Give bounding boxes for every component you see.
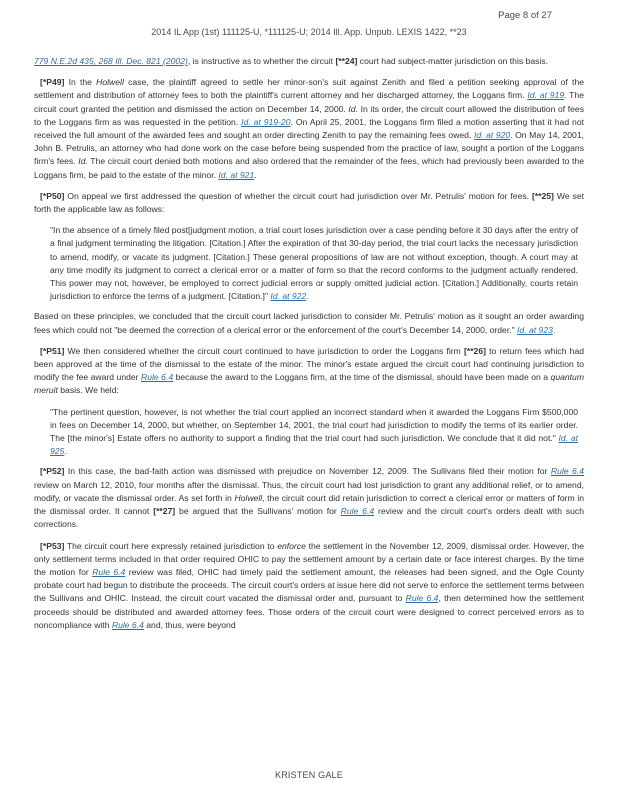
- paragraph-p49: [34, 76, 584, 182]
- paragraph-marker: [*P52]: [40, 466, 65, 477]
- text-run: basis. We held:: [57, 385, 119, 396]
- text-run: . On April 25, 2001, the Loggans firm filed a motion asserting that it had not received the full amount of the awarded fees and sought an order directing Zenith to pay the remaining fees owed.: [34, 116, 584, 141]
- text-run: On appeal we first addressed the question of whether the circuit court had jurisdiction over Mr. Petrulis' motion for fees.: [64, 190, 532, 201]
- text-run: .: [306, 291, 309, 302]
- paragraph-p53: [34, 540, 584, 632]
- star-page-marker: [**26]: [463, 345, 486, 356]
- text-run: , is instructive as to whether the circuit: [187, 56, 336, 66]
- text-run: case, the plaintiff agreed to settle her minor-son's suit against Zenith and filed a petition seeking approval of the settlement and distribution of attorney fees to both the plaintiff's current attorney and her discharged attorney, the Loggans firm.: [34, 77, 585, 101]
- star-page-marker: [**27]: [153, 506, 176, 517]
- quote-text: "The pertinent question, however, is not whether the trial court applied an incorrect standard when it awarded the Loggans Firm $500,000 in fees on December 14, 2000, but whether, on September 14, 2001, the trial court had jurisdiction to modify the terms of its earlier order. The [the minor's] Estate offers no authority to support a finding that the trial court had such jurisdiction. We conclude that it did not.": [50, 406, 578, 444]
- paragraph-continuation: [34, 55, 584, 68]
- paragraph-p52: [34, 465, 584, 531]
- star-page-marker: [**25]: [531, 190, 554, 201]
- text-run: , the circuit court did retain jurisdiction to correct a clerical error or matters of form in the dismissal order. It cannot: [34, 492, 585, 517]
- paragraph-marker: [*P49]: [40, 77, 65, 88]
- case-name: Holwell: [234, 492, 263, 503]
- citation-link[interactable]: Id. at 923: [517, 324, 553, 335]
- star-page-marker: [**24]: [335, 56, 358, 66]
- text-run: because the award to the Loggans firm, at the time of the dismissal, should have been made on a: [173, 372, 551, 383]
- block-quote: [50, 406, 578, 459]
- paragraph-p50-conclusion: [34, 310, 584, 336]
- citation-link[interactable]: Id. at 920: [473, 130, 511, 141]
- paragraph-p51: [34, 345, 584, 398]
- paragraph-marker: [*P50]: [40, 190, 65, 201]
- citation-link[interactable]: Id. at 919: [527, 90, 565, 101]
- rule-link[interactable]: Rule 6.4: [141, 372, 174, 383]
- text-run: In this case, the bad-faith action was dismissed with prejudice on November 12, 2009. The Sullivans filed their motion for: [64, 466, 551, 477]
- rule-link[interactable]: Rule 6.4: [340, 506, 375, 517]
- citation-link[interactable]: 779 N.E.2d 435, 268 Ill. Dec. 821 (2002): [34, 56, 188, 66]
- text-run: review on March 12, 2010, four months after the dismissal. Thus, the circuit court had lost jurisdiction to grant any additional relief, or to amend, modify, or vacate the dismissal order. As set forth in: [34, 479, 584, 503]
- rule-link[interactable]: Rule 6.4: [405, 593, 439, 604]
- paragraph-marker: [*P53]: [40, 540, 65, 551]
- text-run: .: [254, 169, 257, 180]
- text-run: , then determined how the settlement proceeds should be distributed and awarded attorney fees. Those orders of the circuit court were designed to correct perceived errors as to noncompliance with: [34, 593, 585, 630]
- text-run: . The circuit court granted the petition and dismissed the action on December 14, 2000.: [34, 90, 584, 114]
- text-run: review and the circuit court's orders dealt with such corrections.: [34, 506, 584, 530]
- quote-text: "In the absence of a timely filed post[judgment motion, a trial court loses jurisdiction over a case pending before it 30 days after the entry of a final judgment terminating the litigation. [Citation.] After the expiration of that 30-day period, the trial court lacks the necessary jurisdiction to amend, modify, or vacate its judgment. [Citation.] These general propositions of law are not without exception, though. A court may at any time modify its judgment to correct a clerical error or a matter of form so that the record conforms to the judgment actually rendered. This power may not, however, be employed to correct judicial errors or supply omitted judicial action. [Citation.] Additionally, courts retain jurisdiction to enforce the terms of a judgment. [Citation.]": [50, 225, 578, 302]
- paragraph-marker: [*P51]: [40, 345, 65, 356]
- text-run: review was filed, OHIC had timely paid the settlement amount, the releases had been signed, and the Ogle County probate court had begun to distribute the proceeds. The circuit court's orders at issue here did not serve to enforce the settlement terms between the Sullivans and OHIC. Instead, the circuit court vacated the dismissal order and, pursuant to: [34, 566, 585, 604]
- text-run: We then considered whether the circuit court continued to have jurisdiction to order the Loggans firm: [64, 345, 464, 356]
- block-quote: [50, 224, 578, 303]
- text-run: In the: [64, 77, 97, 88]
- text-run: .: [552, 324, 556, 335]
- citation-link[interactable]: Id. at 921: [218, 169, 255, 180]
- emphasis: enforce: [277, 540, 306, 551]
- text-run: the settlement in the November 12, 2009, dismissal order. However, the only settlement terms included in that order required OHIC to pay the settlement amount by a certain date or face interest charges. By the time the motion for: [34, 540, 584, 577]
- citation-link[interactable]: Id. at 925: [50, 433, 579, 457]
- case-name: Holwell: [96, 77, 124, 88]
- text-run: court had subject-matter jurisdiction on this basis.: [357, 56, 549, 66]
- latin-term: quantum meruit: [34, 372, 584, 396]
- citation-link[interactable]: Id. at 922: [270, 291, 307, 302]
- text-run: The circuit court here expressly retained jurisdiction to: [64, 540, 278, 551]
- text-run: Based on these principles, we concluded that the circuit court lacked jurisdiction to consider Mr. Petrulis' motion as it sought an order awarding fees which could not "be deemed the correction of a clerical error or the enforcement of the court's December 14, 2000, order.": [34, 311, 584, 335]
- text-run: to return fees which had been approved at the time of the dismissal to the estate of the minor. The minor's estate argued the circuit court had continuing jurisdiction to modify the fee award under: [34, 345, 584, 383]
- text-run: . On May 14, 2001, John B. Petrulis, an attorney who had done work on the case before being suspended from the practice of law, sought a portion of the Loggans firm's fees.: [34, 130, 584, 167]
- text-run: and, thus, were beyond: [143, 619, 236, 630]
- text-run: We set forth the applicable law as follows:: [34, 190, 584, 215]
- citation-link[interactable]: Id. at 919-20: [241, 116, 291, 127]
- rule-link[interactable]: Rule 6.4: [92, 566, 126, 577]
- rule-link[interactable]: Rule 6.4: [550, 466, 584, 477]
- running-header-citation: 2014 IL App (1st) 111125-U, *111125-U; 2014 Ill. App. Unpub. LEXIS 1422, **23: [151, 27, 467, 37]
- text-run: be argued that the Sullivans' motion for: [175, 506, 341, 517]
- document-body: [34, 55, 584, 640]
- paragraph-p50: [34, 190, 584, 216]
- id-reference: Id.: [78, 156, 88, 167]
- footer-user-name: KRISTEN GALE: [275, 770, 343, 780]
- text-run: The circuit court denied both motions and also ordered that the remainder of the fees, which had previously been awarded to the Loggans firm, be paid to the estate of the minor.: [34, 156, 584, 180]
- text-run: .: [64, 446, 67, 457]
- id-reference: Id.: [348, 103, 358, 114]
- page-number: Page 8 of 27: [498, 10, 552, 21]
- text-run: In its order, the circuit court allowed the distribution of fees to the Loggans firm as was requested in the petition.: [34, 103, 584, 127]
- rule-link[interactable]: Rule 6.4: [111, 619, 144, 630]
